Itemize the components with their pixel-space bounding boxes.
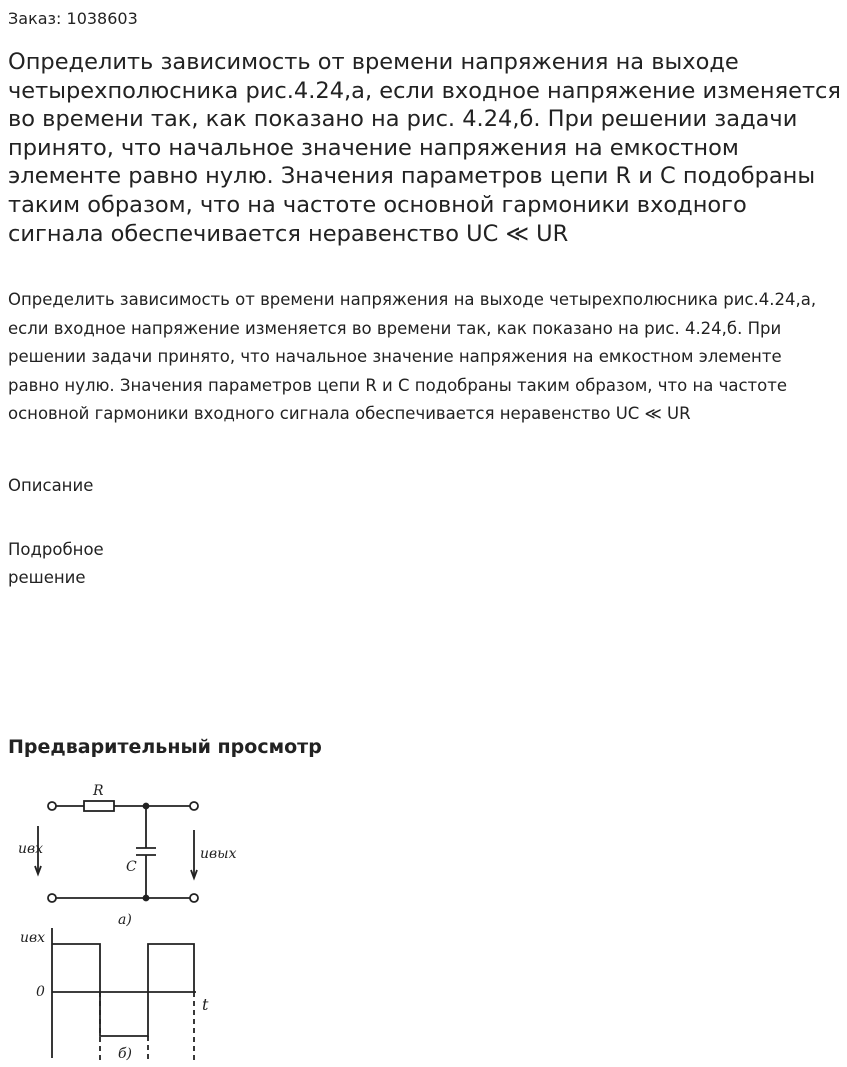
- circuit-caption: а): [118, 912, 132, 928]
- description-label: Описание: [8, 476, 94, 495]
- resistor: [84, 801, 114, 811]
- output-voltage-label: uвых: [200, 846, 237, 862]
- resistor-label: R: [93, 783, 104, 799]
- graph-y-label: uвх: [20, 930, 46, 946]
- detailed-solution-label: Подробное решение: [8, 540, 104, 587]
- problem-text: Определить зависимость от времени напряжения на выходе четырехполюсника рис.4.24,а, если входное напряжение изменяется во времени так, как показано на рис. 4.24,б. При решении задачи принято, что начальное значение напряжения на емкостном элементе равно нулю. Значения параметров цепи R и С подобраны таким образом, что на частоте основной гармоники входного сигнала обеспечивается неравенство UC ≪ UR: [8, 290, 817, 424]
- order-number: Заказ: 1038603: [8, 9, 138, 28]
- graph-t-label: t: [202, 995, 209, 1014]
- input-voltage-label: uвх: [18, 841, 44, 857]
- graph-caption: б): [118, 1046, 133, 1062]
- page-title: Определить зависимость от времени напряжения на выходе четырехполюсника рис.4.24,а, если входное напряжение изменяется во времени так, как показано на рис. 4.24,б. При решении задачи принято, что начальное значение напряжения на емкостном элементе равно нулю. Значения параметров цепи R и С подобраны таким образом, что на частоте основной гармоники входного сигнала обеспечивается неравенство UC ≪ UR: [8, 49, 841, 247]
- input-waveform-graph: [52, 928, 196, 1062]
- graph-zero-label: 0: [36, 984, 45, 1000]
- circuit-diagram: [35, 801, 198, 902]
- preview-heading: Предварительный просмотр: [8, 736, 322, 758]
- preview-figure: [8, 778, 248, 1067]
- square-wave: [52, 944, 194, 1036]
- capacitor-label: C: [126, 859, 137, 875]
